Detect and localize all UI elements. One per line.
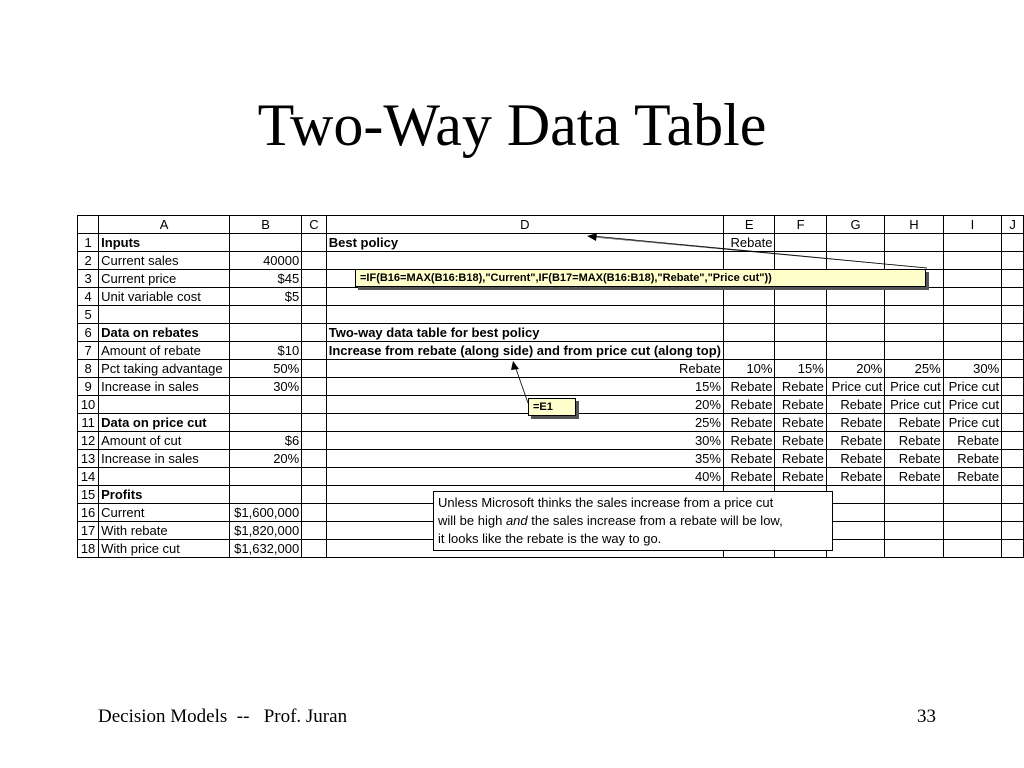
cell-g8[interactable]: 20% xyxy=(826,360,884,378)
cell-g14[interactable]: Rebate xyxy=(826,468,884,486)
cell-a17[interactable]: With rebate xyxy=(99,522,230,540)
footer-course-title: Decision Models -- Prof. Juran xyxy=(98,706,348,727)
cell-h11[interactable]: Rebate xyxy=(885,414,943,432)
explanation-note xyxy=(433,491,833,551)
cell-g9[interactable]: Price cut xyxy=(826,378,884,396)
cell-d7[interactable]: Increase from rebate (along side) and from price cut (along top) xyxy=(326,342,723,360)
cell-a8[interactable]: Pct taking advantage xyxy=(99,360,230,378)
note-line-1: Unless Microsoft thinks the sales increase from a price cut xyxy=(438,495,774,510)
cell-b9[interactable]: 30% xyxy=(230,378,302,396)
cell-g12[interactable]: Rebate xyxy=(826,432,884,450)
cell-a16[interactable]: Current xyxy=(99,504,230,522)
cell-a1[interactable]: Inputs xyxy=(99,234,230,252)
cell-i13[interactable]: Rebate xyxy=(943,450,1001,468)
cell-a2[interactable]: Current sales xyxy=(99,252,230,270)
row-header[interactable]: 13 xyxy=(78,450,99,468)
row-header[interactable]: 16 xyxy=(78,504,99,522)
cell-g13[interactable]: Rebate xyxy=(826,450,884,468)
column-header[interactable]: H xyxy=(885,216,943,234)
cell-e12[interactable]: Rebate xyxy=(723,432,775,450)
cell-f9[interactable]: Rebate xyxy=(775,378,826,396)
e1-arrowhead xyxy=(511,361,519,370)
cell-i14[interactable]: Rebate xyxy=(943,468,1001,486)
cell-i11[interactable]: Price cut xyxy=(943,414,1001,432)
row-header[interactable]: 14 xyxy=(78,468,99,486)
cell-i9[interactable]: Price cut xyxy=(943,378,1001,396)
cell-d11[interactable]: 25% xyxy=(326,414,723,432)
cell-h8[interactable]: 25% xyxy=(885,360,943,378)
row-header[interactable]: 6 xyxy=(78,324,99,342)
column-header[interactable]: A xyxy=(99,216,230,234)
cell-e8[interactable]: 10% xyxy=(723,360,775,378)
cell-d10[interactable]: 20% xyxy=(326,396,723,414)
cell-h9[interactable]: Price cut xyxy=(885,378,943,396)
cell-b3[interactable]: $45 xyxy=(230,270,302,288)
cell-d1[interactable]: Best policy xyxy=(326,234,723,252)
cell-e13[interactable]: Rebate xyxy=(723,450,775,468)
column-header[interactable]: E xyxy=(723,216,775,234)
cell-d8[interactable]: Rebate xyxy=(326,360,723,378)
cell-g10[interactable]: Rebate xyxy=(826,396,884,414)
cell-a9[interactable]: Increase in sales xyxy=(99,378,230,396)
cell-d14[interactable]: 40% xyxy=(326,468,723,486)
row-header[interactable]: 9 xyxy=(78,378,99,396)
row-header[interactable]: 12 xyxy=(78,432,99,450)
cell-a4[interactable]: Unit variable cost xyxy=(99,288,230,306)
cell-b4[interactable]: $5 xyxy=(230,288,302,306)
cell-i12[interactable]: Rebate xyxy=(943,432,1001,450)
cell-f8[interactable]: 15% xyxy=(775,360,826,378)
note-line-3: it looks like the rebate is the way to go. xyxy=(438,531,662,546)
row-header[interactable]: 5 xyxy=(78,306,99,324)
cell-h14[interactable]: Rebate xyxy=(885,468,943,486)
row-header[interactable]: 7 xyxy=(78,342,99,360)
column-header[interactable]: D xyxy=(326,216,723,234)
row-header[interactable]: 4 xyxy=(78,288,99,306)
cell-b13[interactable]: 20% xyxy=(230,450,302,468)
cell-g11[interactable]: Rebate xyxy=(826,414,884,432)
row-header[interactable]: 1 xyxy=(78,234,99,252)
cell-b7[interactable]: $10 xyxy=(230,342,302,360)
cell-h13[interactable]: Rebate xyxy=(885,450,943,468)
column-header[interactable]: C xyxy=(302,216,327,234)
formula-arrow-line-bottom xyxy=(592,237,927,268)
cell-b2[interactable]: 40000 xyxy=(230,252,302,270)
cell-b18[interactable]: $1,632,000 xyxy=(230,540,302,558)
column-header[interactable]: I xyxy=(943,216,1001,234)
cell-f11[interactable]: Rebate xyxy=(775,414,826,432)
cell-f10[interactable]: Rebate xyxy=(775,396,826,414)
cell-b12[interactable]: $6 xyxy=(230,432,302,450)
cell-a13[interactable]: Increase in sales xyxy=(99,450,230,468)
cell-b17[interactable]: $1,820,000 xyxy=(230,522,302,540)
cell-f14[interactable]: Rebate xyxy=(775,468,826,486)
row-header[interactable]: 2 xyxy=(78,252,99,270)
cell-d6[interactable]: Two-way data table for best policy xyxy=(326,324,723,342)
note-line-2-emphasis: and xyxy=(505,513,528,528)
note-line-2-start: will be high xyxy=(438,513,506,528)
row-header[interactable]: 15 xyxy=(78,486,99,504)
cell-b16[interactable]: $1,600,000 xyxy=(230,504,302,522)
note-line-2 xyxy=(438,512,828,530)
cell-e1[interactable]: Rebate xyxy=(723,234,775,252)
row-header[interactable]: 10 xyxy=(78,396,99,414)
cell-a12[interactable]: Amount of cut xyxy=(99,432,230,450)
cell-e10[interactable]: Rebate xyxy=(723,396,775,414)
row-header[interactable]: 3 xyxy=(78,270,99,288)
cell-a18[interactable]: With price cut xyxy=(99,540,230,558)
row-header[interactable]: 17 xyxy=(78,522,99,540)
cell-a7[interactable]: Amount of rebate xyxy=(99,342,230,360)
formula-arrowhead xyxy=(587,233,597,241)
cell-e9[interactable]: Rebate xyxy=(723,378,775,396)
row-header[interactable]: 18 xyxy=(78,540,99,558)
cell-i10[interactable]: Price cut xyxy=(943,396,1001,414)
cell-a6[interactable]: Data on rebates xyxy=(99,324,230,342)
cell-a3[interactable]: Current price xyxy=(99,270,230,288)
cell-f13[interactable]: Rebate xyxy=(775,450,826,468)
cell-h10[interactable]: Price cut xyxy=(885,396,943,414)
cell-f12[interactable]: Rebate xyxy=(775,432,826,450)
row-header[interactable]: 8 xyxy=(78,360,99,378)
row-header[interactable]: 11 xyxy=(78,414,99,432)
e1-arrow-line xyxy=(515,366,528,403)
column-header[interactable]: B xyxy=(230,216,302,234)
column-header[interactable]: G xyxy=(826,216,884,234)
cell-h12[interactable]: Rebate xyxy=(885,432,943,450)
cell-b8[interactable]: 50% xyxy=(230,360,302,378)
cell-d12[interactable]: 30% xyxy=(326,432,723,450)
note-line-2-end: the sales increase from a rebate will be low, xyxy=(527,513,783,528)
e1-reference-callout: =E1 xyxy=(528,398,576,416)
cell-d13[interactable]: 35% xyxy=(326,450,723,468)
cell-i8[interactable]: 30% xyxy=(943,360,1001,378)
cell-d9[interactable]: 15% xyxy=(326,378,723,396)
formula-callout: =IF(B16=MAX(B16:B18),"Current",IF(B17=MAX(B16:B18),"Rebate","Price cut")) xyxy=(355,269,926,287)
cell-e14[interactable]: Rebate xyxy=(723,468,775,486)
column-header[interactable]: F xyxy=(775,216,826,234)
cell-a11[interactable]: Data on price cut xyxy=(99,414,230,432)
page-number: 33 xyxy=(917,706,936,727)
cell-e11[interactable]: Rebate xyxy=(723,414,775,432)
slide-title: Two-Way Data Table xyxy=(257,92,767,158)
cell-a15[interactable]: Profits xyxy=(99,486,230,504)
column-header[interactable]: J xyxy=(1002,216,1024,234)
